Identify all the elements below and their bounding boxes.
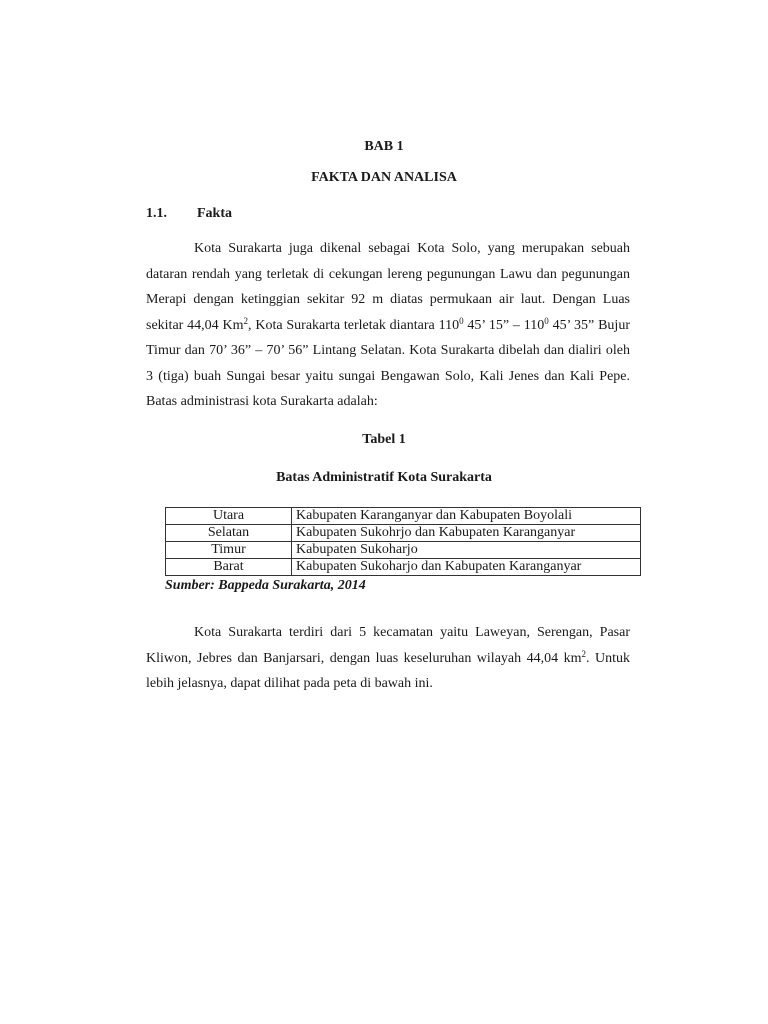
- table-cell-direction: Utara: [166, 508, 292, 525]
- table-row: [166, 508, 641, 525]
- table-cell-direction: Timur: [166, 542, 292, 559]
- table-cell-direction: Selatan: [166, 525, 292, 542]
- chapter-heading: BAB 1: [364, 139, 404, 154]
- paragraph-districts-text-1: Kota Surakarta terdiri dari 5 kecamatan yaitu Laweyan, Serengan, Pasar Kliwon, Jebres dan Banjarsari, dengan luas keseluruhan wilayah 44,04 km: [146, 625, 630, 666]
- section-number: 1.1.: [146, 206, 167, 221]
- table-source: Sumber: Bappeda Surakarta, 2014: [165, 578, 366, 593]
- boundary-table: [165, 507, 641, 576]
- table-title: Batas Administratif Kota Surakarta: [276, 470, 492, 485]
- table-cell-region: Kabupaten Sukohrjo dan Kabupaten Karanganyar: [292, 525, 641, 542]
- table-row: [166, 525, 641, 542]
- superscript-km2: 2: [243, 315, 248, 326]
- paragraph-geography: [146, 236, 630, 415]
- paragraph-districts: [146, 620, 630, 697]
- table-label: Tabel 1: [362, 432, 406, 447]
- paragraph-geography-text-1: Kota Surakarta juga dikenal sebagai Kota Solo, yang merupakan sebuah dataran rendah yang terletak di cekungan lereng pegunungan Lawu dan pegunungan Merapi dengan ketinggian sekitar 92 m diatas permukaan air laut. Dengan Luas sekitar 44,04 Km: [146, 241, 630, 333]
- table-cell-direction: Barat: [166, 559, 292, 576]
- superscript-degree-1: 0: [459, 315, 464, 326]
- table-cell-region: Kabupaten Sukoharjo: [292, 542, 641, 559]
- paragraph-geography-text-4: 45’ 35” Bujur Timur dan 70’ 36” – 70’ 56” Lintang Selatan. Kota Surakarta dibelah dan dialiri oleh 3 (tiga) buah Sungai besar yaitu sungai Bengawan Solo, Kali Jenes dan Kali Pepe. Batas administrasi kota Surakarta adalah:: [146, 317, 630, 409]
- table-row: [166, 542, 641, 559]
- section-title: Fakta: [197, 206, 232, 221]
- paragraph-districts-text-2: . Untuk lebih jelasnya, dapat dilihat pada peta di bawah ini.: [146, 650, 631, 691]
- paragraph-geography-text-2: , Kota Surakarta terletak diantara 110: [248, 317, 460, 333]
- paragraph-geography-text-3: 45’ 15” – 110: [463, 317, 545, 333]
- superscript-km2-2: 2: [581, 648, 587, 659]
- superscript-degree-2: 0: [544, 315, 549, 326]
- table-cell-region: Kabupaten Karanganyar dan Kabupaten Boyolali: [292, 508, 641, 525]
- chapter-title: FAKTA DAN ANALISA: [311, 170, 457, 185]
- section-heading: [146, 206, 232, 222]
- table-cell-region: Kabupaten Sukoharjo dan Kabupaten Karanganyar: [292, 559, 641, 576]
- table-row: [166, 559, 641, 576]
